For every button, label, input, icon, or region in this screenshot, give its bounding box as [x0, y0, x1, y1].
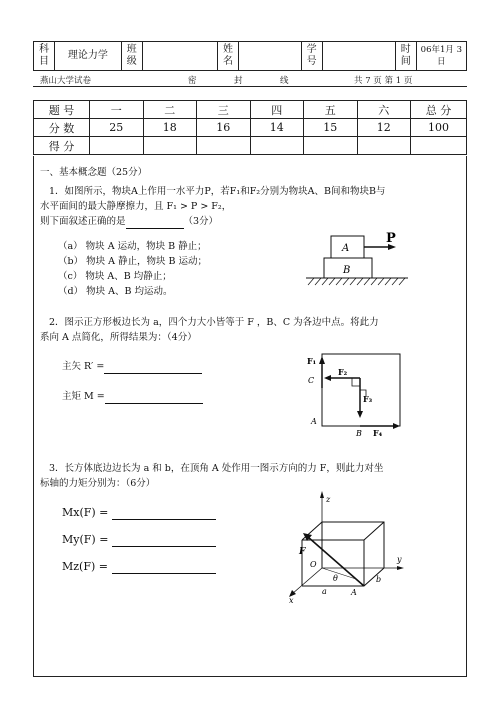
q1-option-a: （a） 物块 A 运动，物块 B 静止； [58, 241, 207, 252]
label-b: B [343, 265, 351, 276]
earned-cell[interactable] [143, 137, 197, 155]
z-axis-arrowhead [320, 491, 324, 498]
earned-cell[interactable] [90, 137, 144, 155]
q2-moment-row [62, 390, 203, 404]
q3-my-blank[interactable] [112, 533, 216, 547]
q1-points: （3分） [183, 216, 219, 227]
points-cell: 15 [304, 119, 358, 137]
time-value: 06年1月 3日 [416, 42, 466, 71]
label-o: O [310, 560, 317, 569]
label-x: x [289, 596, 294, 605]
q3-text-line-2: 标轴的力矩分别为：（6分） [40, 478, 156, 489]
x-axis [292, 568, 322, 594]
name-value[interactable] [238, 42, 301, 71]
label-f4: F₄ [373, 428, 383, 438]
points-cell: 16 [197, 119, 251, 137]
seal-word-2: 封 [234, 76, 243, 86]
points-cell: 12 [357, 119, 411, 137]
label-y: y [397, 555, 402, 564]
earned-cell[interactable] [411, 137, 467, 155]
column-header: 总 分 [411, 101, 467, 119]
points-cell: 14 [250, 119, 304, 137]
score-row-earned [34, 137, 467, 155]
q1-text-line-2: 水平面间的最大静摩擦力，且 F₁ > P > F₂， [40, 201, 232, 212]
label-theta: θ [333, 574, 338, 583]
student-id-value[interactable] [322, 42, 395, 71]
points-cell: 18 [143, 119, 197, 137]
label-f3: F₃ [363, 394, 373, 404]
score-row-points [34, 119, 467, 137]
label-b-length: b [376, 575, 382, 584]
q1-text-line-1: 1．如图所示，物块A上作用一水平力P，若F₁和F₂分别为物块A、B间和物块B与 [49, 186, 386, 197]
row-label: 题 号 [34, 101, 90, 119]
q2-text-line-2: 系向 A 点简化，所得结果为：（4分） [40, 332, 197, 343]
q3-my-row [62, 533, 216, 547]
q1-option-c: （c） 物块 A、B 均静止； [58, 271, 172, 282]
earned-cell[interactable] [357, 137, 411, 155]
y-axis-arrowhead [397, 566, 404, 570]
box-edges [302, 522, 384, 586]
column-header: 二 [143, 101, 197, 119]
q2-resultant-blank[interactable] [104, 360, 202, 374]
points-cell: 100 [411, 119, 467, 137]
row-label: 得 分 [34, 137, 90, 155]
class-value[interactable] [142, 42, 217, 71]
time-label: 时 间 [395, 42, 416, 71]
section-title: 一、基本概念题（25分） [40, 167, 148, 178]
label-point-a: A [351, 588, 357, 597]
q3-mz-row [62, 560, 216, 574]
square-plate-figure [300, 348, 420, 444]
student-id-label: 学 号 [301, 42, 322, 71]
label-c: C [308, 376, 315, 385]
q1-option-b: （b） 物块 A 静止，物块 B 运动； [58, 256, 208, 267]
school-name: 燕山大学试卷 [40, 76, 92, 86]
label-f2: F₂ [338, 367, 348, 377]
seal-word-3: 线 [280, 76, 289, 86]
label-f: F [299, 547, 306, 557]
force-f3-arrowhead [357, 411, 363, 418]
label-a-length: a [322, 587, 327, 596]
column-header: 三 [197, 101, 251, 119]
force-f4-arrowhead [393, 423, 400, 429]
force-f1-arrowhead [319, 356, 325, 364]
class-label: 班 级 [121, 42, 142, 71]
column-header: 五 [304, 101, 358, 119]
force-f2-arrowhead [324, 375, 331, 381]
q1-option-d: （d） 物块 A、B 均运动。 [58, 286, 173, 297]
page-count: 共 7 页 第 1 页 [354, 76, 413, 86]
column-header: 一 [90, 101, 144, 119]
q1-question: 则下面叙述正确的是 [40, 216, 126, 227]
label-b: B [356, 429, 362, 438]
label-p: P [386, 231, 396, 246]
q3-mx-blank[interactable] [112, 506, 216, 520]
subject-label: 科 目 [34, 42, 55, 71]
q3-mz-blank[interactable] [112, 560, 216, 574]
q2-text-line-1: 2．图示正方形板边长为 a，四个力大小皆等于 F ，B、C 为各边中点。将此力 [49, 317, 379, 328]
q3-text-line-1: 3．长方体底边边长为 a 和 b，在顶角 A 处作用一图示方向的力 F，则此力对坐 [49, 463, 384, 474]
q1-answer-blank[interactable] [126, 215, 184, 229]
ground-hatch [308, 278, 405, 285]
column-header: 六 [357, 101, 411, 119]
seal-word-1: 密 [188, 76, 197, 86]
q2-resultant-row [62, 360, 202, 374]
q3-mz-label: Mz(F) = [62, 560, 108, 573]
q1-text-line-3 [40, 215, 218, 229]
score-table [33, 100, 467, 155]
q3-mx-row [62, 506, 216, 520]
score-row-question [34, 101, 467, 119]
name-label: 姓 名 [218, 42, 239, 71]
row-label: 分 数 [34, 119, 90, 137]
box-3d-figure [280, 488, 410, 606]
q3-my-label: My(F) = [62, 533, 109, 546]
q2-moment-label: 主矩 M = [62, 391, 105, 402]
label-a: A [311, 417, 317, 426]
column-header: 四 [250, 101, 304, 119]
blocks-figure [298, 228, 418, 296]
subject-value: 理论力学 [54, 42, 121, 71]
q3-mx-label: Mx(F) = [62, 506, 109, 519]
seal-line [33, 86, 467, 87]
earned-cell[interactable] [197, 137, 251, 155]
points-cell: 25 [90, 119, 144, 137]
exam-header-table [33, 41, 467, 71]
label-f1: F₁ [307, 356, 317, 366]
right-angle-mark [352, 378, 360, 386]
label-z: z [326, 495, 331, 504]
earned-cell[interactable] [250, 137, 304, 155]
q2-resultant-label: 主矢 R′ = [62, 361, 105, 372]
earned-cell[interactable] [304, 137, 358, 155]
label-a: A [342, 243, 350, 254]
q2-moment-blank[interactable] [105, 390, 203, 404]
